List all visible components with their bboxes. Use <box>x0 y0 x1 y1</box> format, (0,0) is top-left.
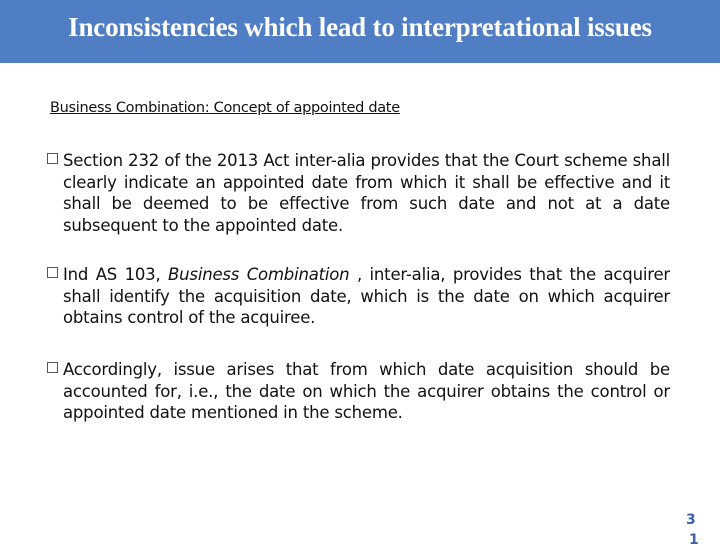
bullet-text-part: , inter-alia, provides that the acquirer shall identify the acquisition date, which is the date on which acquirer obtains control of the acquiree. <box>63 265 670 327</box>
title-bar <box>0 0 720 63</box>
bullet-item <box>46 359 670 424</box>
bullet-text-part: Ind AS 103, <box>63 265 169 284</box>
checkbox-bullet-icon <box>47 153 58 164</box>
slide-subtitle: Business Combination: Concept of appointed date <box>50 100 400 116</box>
bullet-text-italic: Business Combination <box>168 265 350 284</box>
bullet-item <box>46 264 670 329</box>
checkbox-bullet-icon <box>47 362 58 373</box>
page-number: 3 <box>686 512 696 528</box>
slide-title: Inconsistencies which lead to interpretational issues <box>68 12 652 42</box>
bullet-text: Section 232 of the 2013 Act inter-alia provides that the Court scheme shall clearly indicate an appointed date from which it shall be effective and it shall be deemed to be effective from such date and not at a date subsequent to the appointed date. <box>63 151 670 235</box>
bullet-item <box>46 150 670 236</box>
page-number-overflow: 1 <box>689 532 699 548</box>
bullet-text <box>63 264 670 329</box>
bullet-text: Accordingly, issue arises that from which date acquisition should be accounted for, i.e., the date on which the acquirer obtains the control or appointed date mentioned in the scheme. <box>63 360 670 422</box>
checkbox-bullet-icon <box>47 267 58 278</box>
